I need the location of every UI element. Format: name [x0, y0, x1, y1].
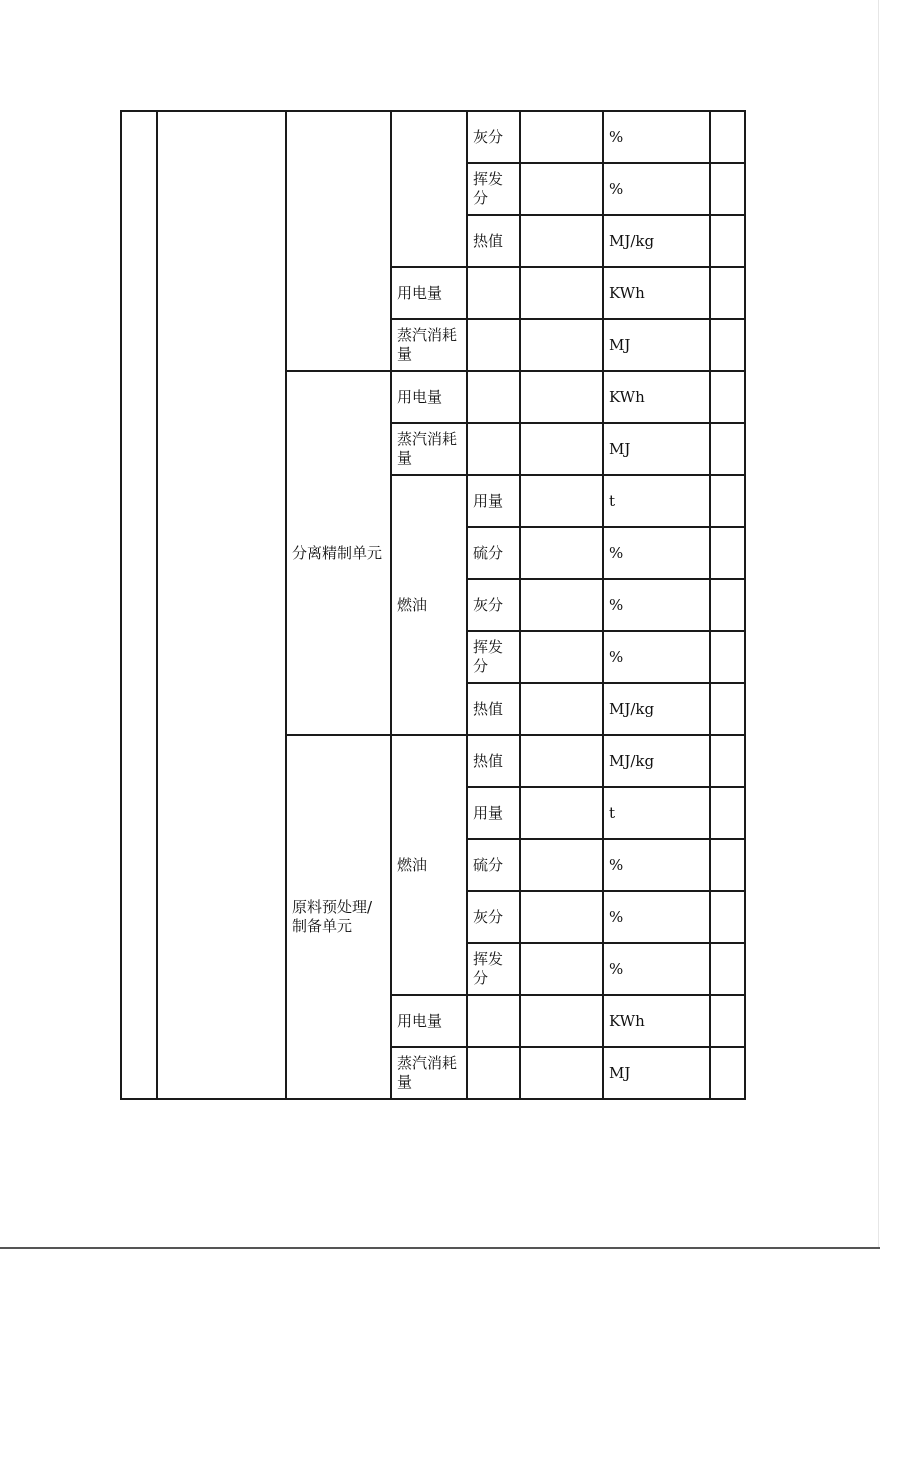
value-cell	[520, 475, 603, 527]
note-cell	[710, 371, 745, 423]
item-cell: 用电量	[391, 995, 467, 1047]
note-cell	[710, 163, 745, 215]
unit-cell: KWh	[603, 371, 710, 423]
param-cell: 用量	[467, 787, 520, 839]
unit-cell: %	[603, 631, 710, 683]
value-cell	[520, 631, 603, 683]
value-cell	[520, 371, 603, 423]
value-cell	[520, 527, 603, 579]
item-cell: 蒸汽消耗量	[391, 319, 467, 371]
item-cell: 蒸汽消耗量	[391, 423, 467, 475]
param-cell: 灰分	[467, 891, 520, 943]
value-cell	[520, 319, 603, 371]
energy-consumption-table	[120, 110, 746, 1100]
value-cell	[520, 787, 603, 839]
value-cell	[520, 267, 603, 319]
note-cell	[710, 111, 745, 163]
value-cell	[520, 735, 603, 787]
note-cell	[710, 631, 745, 683]
note-cell	[710, 319, 745, 371]
unit-cell: KWh	[603, 995, 710, 1047]
note-cell	[710, 1047, 745, 1099]
unit-cell: %	[603, 839, 710, 891]
value-cell	[520, 163, 603, 215]
note-cell	[710, 267, 745, 319]
note-cell	[710, 579, 745, 631]
item-cell: 用电量	[391, 371, 467, 423]
note-cell	[710, 839, 745, 891]
param-cell	[467, 1047, 520, 1099]
value-cell	[520, 1047, 603, 1099]
note-cell	[710, 683, 745, 735]
value-cell	[520, 891, 603, 943]
note-cell	[710, 475, 745, 527]
item-cell: 燃油	[391, 475, 467, 735]
param-cell	[467, 423, 520, 475]
index-cell	[121, 111, 157, 1099]
value-cell	[520, 215, 603, 267]
value-cell	[520, 579, 603, 631]
unit-cell: MJ/kg	[603, 215, 710, 267]
unit-cell: %	[603, 527, 710, 579]
unit-cell: %	[603, 943, 710, 995]
param-cell	[467, 995, 520, 1047]
param-cell	[467, 267, 520, 319]
unit-cell: MJ/kg	[603, 735, 710, 787]
value-cell	[520, 683, 603, 735]
param-cell: 热值	[467, 683, 520, 735]
param-cell: 挥发分	[467, 943, 520, 995]
param-cell: 热值	[467, 735, 520, 787]
unit-cell: KWh	[603, 267, 710, 319]
value-cell	[520, 423, 603, 475]
unit-cell: MJ	[603, 423, 710, 475]
item-cell: 用电量	[391, 267, 467, 319]
unit-cell: %	[603, 111, 710, 163]
unit-cell: t	[603, 475, 710, 527]
unit-cell: %	[603, 163, 710, 215]
category-cell	[157, 111, 286, 1099]
unit-cell: %	[603, 891, 710, 943]
note-cell	[710, 943, 745, 995]
item-cell	[391, 111, 467, 267]
param-cell: 灰分	[467, 579, 520, 631]
param-cell: 硫分	[467, 839, 520, 891]
item-cell: 蒸汽消耗量	[391, 1047, 467, 1099]
unit-cell: MJ	[603, 1047, 710, 1099]
value-cell	[520, 111, 603, 163]
unit-label-cell: 分离精制单元	[286, 371, 391, 735]
value-cell	[520, 943, 603, 995]
note-cell	[710, 215, 745, 267]
value-cell	[520, 839, 603, 891]
note-cell	[710, 995, 745, 1047]
unit-cell: t	[603, 787, 710, 839]
note-cell	[710, 787, 745, 839]
param-cell	[467, 319, 520, 371]
note-cell	[710, 891, 745, 943]
page-edge-right	[878, 0, 879, 1248]
table-row	[121, 111, 745, 163]
value-cell	[520, 995, 603, 1047]
page-edge-bottom	[0, 1247, 880, 1249]
param-cell: 灰分	[467, 111, 520, 163]
param-cell: 热值	[467, 215, 520, 267]
unit-label-cell: 原料预处理/制备单元	[286, 735, 391, 1099]
unit-cell: %	[603, 579, 710, 631]
note-cell	[710, 735, 745, 787]
param-cell: 用量	[467, 475, 520, 527]
param-cell	[467, 371, 520, 423]
note-cell	[710, 423, 745, 475]
param-cell: 硫分	[467, 527, 520, 579]
unit-label-cell	[286, 111, 391, 371]
param-cell: 挥发分	[467, 631, 520, 683]
unit-cell: MJ/kg	[603, 683, 710, 735]
unit-cell: MJ	[603, 319, 710, 371]
note-cell	[710, 527, 745, 579]
param-cell: 挥发分	[467, 163, 520, 215]
item-cell: 燃油	[391, 735, 467, 995]
